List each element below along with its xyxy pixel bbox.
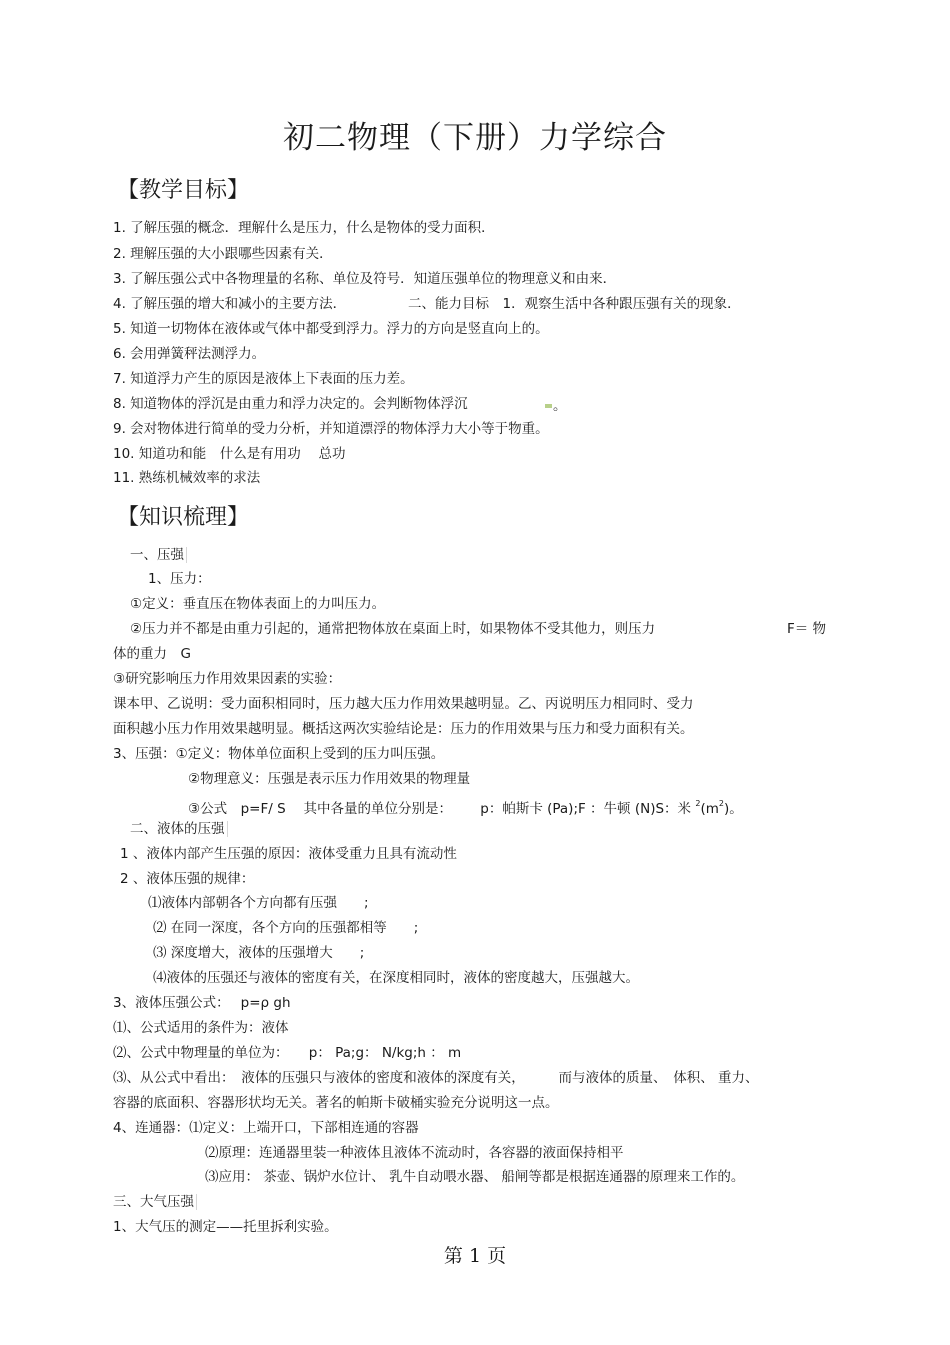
page-number: 第 1 页 — [443, 1245, 507, 1267]
text-line: ⑴、公式适用的条件为：液体 — [113, 1020, 289, 1036]
text-line: ⑵、公式中物理量的单位为： p： Pa;g： N/kg;h ： m — [113, 1045, 462, 1061]
text-line: F＝ 物 — [787, 621, 827, 637]
section-heading-knowledge: 【知识梳理】 — [117, 505, 250, 530]
goal-line: 7. 知道浮力产生的原因是液体上下表面的压力差。 — [113, 371, 414, 387]
text-line: 2 、液体压强的规律： — [120, 871, 255, 887]
text-line: ③研究影响压力作用效果因素的实验： — [113, 671, 342, 687]
goal-line: 6. 会用弹簧秤法测浮力。 — [113, 346, 266, 362]
highlight-mark — [545, 404, 552, 408]
goal-line: 8. 知道物体的浮沉是由重力和浮力决定的。会判断物体浮沉 — [113, 396, 468, 412]
text-line: 1 、液体内部产生压强的原因：液体受重力且具有流动性 — [120, 846, 457, 862]
text-line: ②物理意义：压强是表示压力作用效果的物理量 — [188, 771, 471, 787]
goal-line: 5. 知道一切物体在液体或气体中都受到浮力。浮力的方向是竖直向上的。 — [113, 321, 549, 337]
text-line: 容器的底面积、容器形状均无关。著名的帕斯卡破桶实验充分说明这一点。 — [113, 1095, 559, 1111]
text-line: ⑵原理：连通器里装一种液体且液体不流动时，各容器的液面保持相平 — [205, 1145, 624, 1161]
goal-line: 1. 了解压强的概念．理解什么是压力，什么是物体的受力面积． — [113, 220, 495, 236]
item-title: 1、压力： — [148, 571, 211, 587]
text-line: 1、大气压的测定——托里拆利实验。 — [113, 1219, 338, 1235]
text-line: 4、连通器：⑴定义：上端开口，下部相连通的容器 — [113, 1120, 419, 1136]
text-line: 3、压强：①定义：物体单位面积上受到的压力叫压强。 — [113, 746, 445, 762]
subsection-title: 三、大气压强 — [113, 1193, 197, 1211]
goal-line: 3. 了解压强公式中各物理量的名称、单位及符号．知道压强单位的物理意义和由来． — [113, 271, 617, 287]
text-line: ①定义：垂直压在物体表面上的力叫压力。 — [130, 596, 386, 612]
goal-line: 11. 熟练机械效率的求法 — [113, 470, 261, 486]
text-line: ⑶应用： 茶壶、锅炉水位计、 乳牛自动喂水器、 船闸等都是根据连通器的原理来工作的。 — [205, 1169, 745, 1185]
text-line: ⑶、从公式中看出： 液体的压强只与液体的密度和液体的深度有关， 而与液体的质量、 体积、 重力、 — [113, 1070, 759, 1086]
ability-goal-line: 二、能力目标 1．观察生活中各种跟压强有关的现象． — [408, 296, 741, 312]
text-line: 体的重力 G — [113, 646, 191, 662]
goal-line-end: 。 — [544, 397, 567, 415]
goal-line: 9. 会对物体进行简单的受力分析，并知道漂浮的物体浮力大小等于物重。 — [113, 421, 549, 437]
text-line: 面积越小压力作用效果越明显。概括这两次实验结论是：压力的作用效果与压力和受力面积有关。 — [113, 721, 694, 737]
formula-line: 3、液体压强公式： p=ρ gh — [113, 995, 291, 1011]
subsection-title: 二、液体的压强 — [130, 820, 228, 838]
text-line: ⑴液体内部朝各个方向都有压强 ; — [148, 895, 369, 911]
page-title: 初二物理（下册）力学综合 — [283, 120, 667, 156]
text-line: 课本甲、乙说明：受力面积相同时，压力越大压力作用效果越明显。乙、丙说明压力相同时、受力 — [113, 696, 694, 712]
text-line: ⑶ 深度增大，液体的压强增大 ; — [153, 945, 365, 961]
goal-line: 2. 理解压强的大小跟哪些因素有关． — [113, 246, 333, 262]
subsection-title: 一、压强 — [130, 546, 187, 564]
text-line: ⑷液体的压强还与液体的密度有关，在深度相同时，液体的密度越大，压强越大。 — [153, 970, 639, 986]
goal-line: 10. 知道功和能 什么是有用功 总功 — [113, 446, 346, 462]
formula-line: ③公式 p=F/ S 其中各量的单位分别是： p：帕斯卡 (Pa);F ：牛顿 (N)S：米 $^2(m^2)$。 — [188, 799, 743, 817]
text-line: ②压力并不都是由重力引起的，通常把物体放在桌面上时，如果物体不受其他力，则压力 — [130, 621, 656, 637]
goal-line: 4. 了解压强的增大和减小的主要方法． — [113, 296, 347, 312]
text-line: ⑵ 在同一深度，各个方向的压强都相等 ; — [153, 920, 419, 936]
section-heading-goals: 【教学目标】 — [117, 178, 250, 203]
